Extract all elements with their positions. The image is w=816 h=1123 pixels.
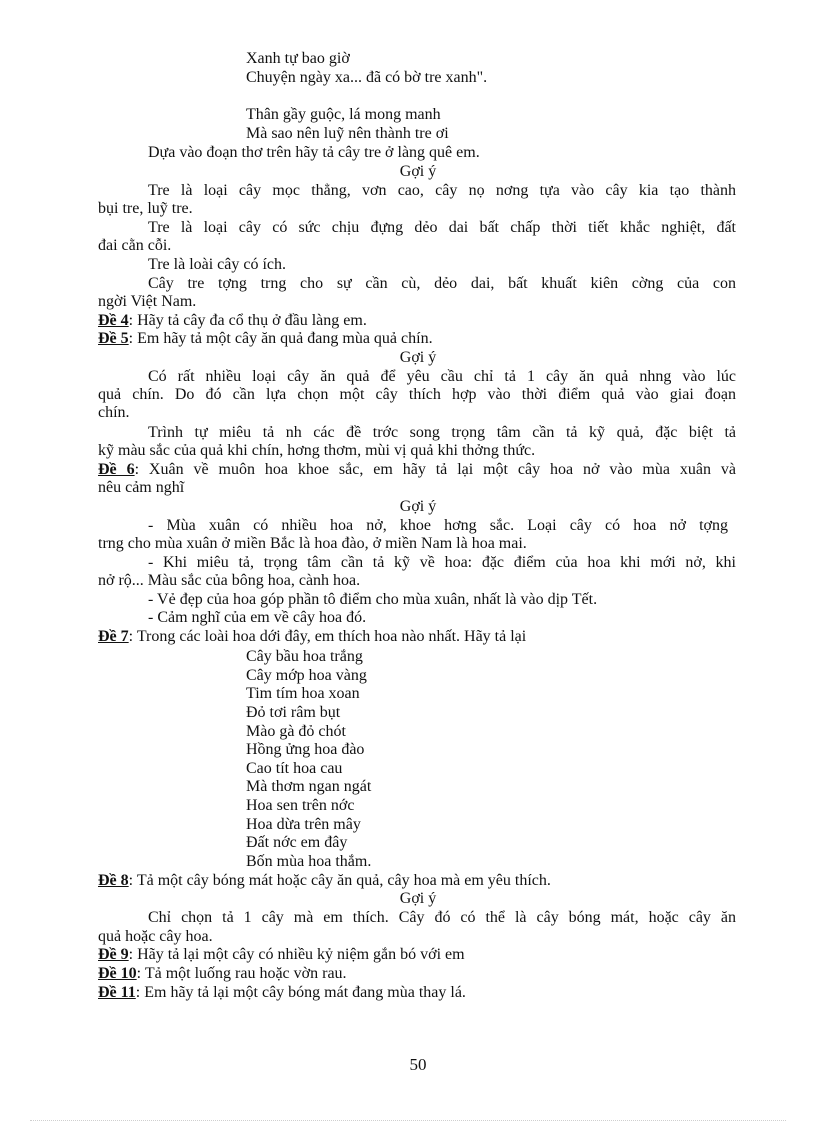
hint-heading: Gợi ý [399,498,437,515]
poem-line: Đất nớc em đây [246,834,348,851]
page-number: 50 [409,1055,427,1074]
paragraph-line: kỹ màu sắc của quả khi chín, hơng thơm, mùi vị quả khi thởng thức. [98,442,536,459]
exercise-text: : Tả một cây bóng mát hoặc cây ăn quả, cây hoa mà em yêu thích. [128,872,551,889]
poem-line: Cây mớp hoa vàng [246,667,367,684]
paragraph-line: đai cằn cỗi. [98,237,172,254]
paragraph-line: Tre là loại cây có sức chịu đựng dẻo dai bất chấp thời tiết khắc nghiệt, đất [148,219,736,236]
poem-line: Cây bầu hoa trắng [246,648,363,665]
poem-line: Xanh tự bao giờ [246,50,350,67]
poem-line: Mào gà đỏ chót [246,723,346,740]
poem-line: Đỏ tơi râm bụt [246,704,341,721]
exercise-text: : Trong các loài hoa dới đây, em thích hoa nào nhất. Hãy tả lại [128,628,527,645]
poem-line: Mà thơm ngan ngát [246,778,372,795]
paragraph-line: Có rất nhiều loại cây ăn quả để yêu cầu chỉ tả 1 cây ăn quả nhng vào lúc [148,368,736,385]
exercise-11 [98,984,466,1002]
paragraph-line: quả hoặc cây hoa. [98,928,213,945]
poem-line: Tim tím hoa xoan [246,685,360,702]
exercise-label: Đề 8 [98,872,129,889]
paragraph-line: chín. [98,404,130,421]
paragraph-line: - Vẻ đẹp của hoa góp phần tô điểm cho mùa xuân, nhất là vào dịp Tết. [148,591,598,608]
exercise-text: : Xuân về muôn hoa khoe sắc, em hãy tả lại một cây hoa nở vào mùa xuân và [134,461,737,478]
poem-line: Hồng ửng hoa đào [246,741,365,758]
hint-heading: Gợi ý [399,890,437,907]
paragraph-line: Chỉ chọn tả 1 cây mà em thích. Cây đó có thể là cây bóng mát, hoặc cây ăn [148,909,736,926]
paragraph-line: trng cho mùa xuân ở miền Bắc là hoa đào, ở miền Nam là hoa mai. [98,535,527,552]
paragraph-line: Tre là loại cây mọc thẳng, vơn cao, cây nọ nơng tựa vào cây kia tạo thành [148,182,736,199]
exercise-text: : Hãy tả lại một cây có nhiều kỷ niệm gắn bó với em [128,946,465,963]
exercise-5 [98,330,433,348]
exercise-4 [98,312,367,330]
exercise-label: Đề 11 [98,984,136,1001]
exercise-6 [98,461,736,479]
poem-line: Mà sao nên luỹ nên thành tre ơi [246,125,449,142]
exercise-8 [98,872,551,890]
paragraph-line: - Cảm nghĩ của em về cây hoa đó. [148,609,367,626]
poem-line: Thân gầy guộc, lá mong manh [246,106,441,123]
poem-line: Hoa dừa trên mây [246,816,361,833]
exercise-text: : Em hãy tả một cây ăn quả đang mùa quả chín. [128,330,433,347]
paragraph-line: - Khi miêu tả, trọng tâm cần tả kỹ về hoa: đặc điểm của hoa khi mới nở, khi [148,554,736,571]
exercise-label: Đề 10 [98,965,137,982]
prompt-text: Dựa vào đoạn thơ trên hãy tả cây tre ở làng quê em. [148,144,480,161]
paragraph-line: bụi tre, luỹ tre. [98,200,193,217]
exercise-9 [98,946,465,964]
paragraph-line: - Mùa xuân có nhiều hoa nở, khoe hơng sắc. Loại cây có hoa nở tợng [148,517,728,534]
paragraph-line: ngời Việt Nam. [98,293,197,310]
hint-heading: Gợi ý [399,163,437,180]
poem-line: Hoa sen trên nớc [246,797,355,814]
exercise-text: : Tả một luống rau hoặc vờn rau. [136,965,347,982]
exercise-label: Đề 9 [98,946,129,963]
exercise-text: nêu cảm nghĩ [98,479,185,496]
hint-heading: Gợi ý [399,349,437,366]
exercise-label: Đề 5 [98,330,129,347]
exercise-10 [98,965,347,983]
poem-line: Bốn mùa hoa thắm. [246,853,372,870]
paragraph-line: Tre là loài cây có ích. [148,256,287,273]
exercise-text: : Em hãy tả lại một cây bóng mát đang mùa thay lá. [135,984,466,1001]
paragraph-line: Cây tre tợng trng cho sự cần cù, dẻo dai, bất khuất kiên cờng của con [148,275,736,292]
exercise-label: Đề 6 [98,461,135,478]
poem-line: Cao tít hoa cau [246,760,343,777]
exercise-label: Đề 7 [98,628,129,645]
paragraph-line: quả chín. Do đó cần lựa chọn một cây thích hợp vào thời điểm quả vào giai đoạn [98,386,736,403]
poem-line: Chuyện ngày xa... đã có bờ tre xanh". [246,69,488,86]
paragraph-line: nở rộ... Màu sắc của bông hoa, cành hoa. [98,572,361,589]
exercise-label: Đề 4 [98,312,129,329]
exercise-text: : Hãy tả cây đa cổ thụ ở đầu làng em. [128,312,367,329]
page-bottom-divider [30,1120,786,1121]
exercise-7 [98,628,526,646]
paragraph-line: Trình tự miêu tả nh các đề trớc song trọng tâm cần tả kỹ quả, đặc biệt tả [148,424,736,441]
